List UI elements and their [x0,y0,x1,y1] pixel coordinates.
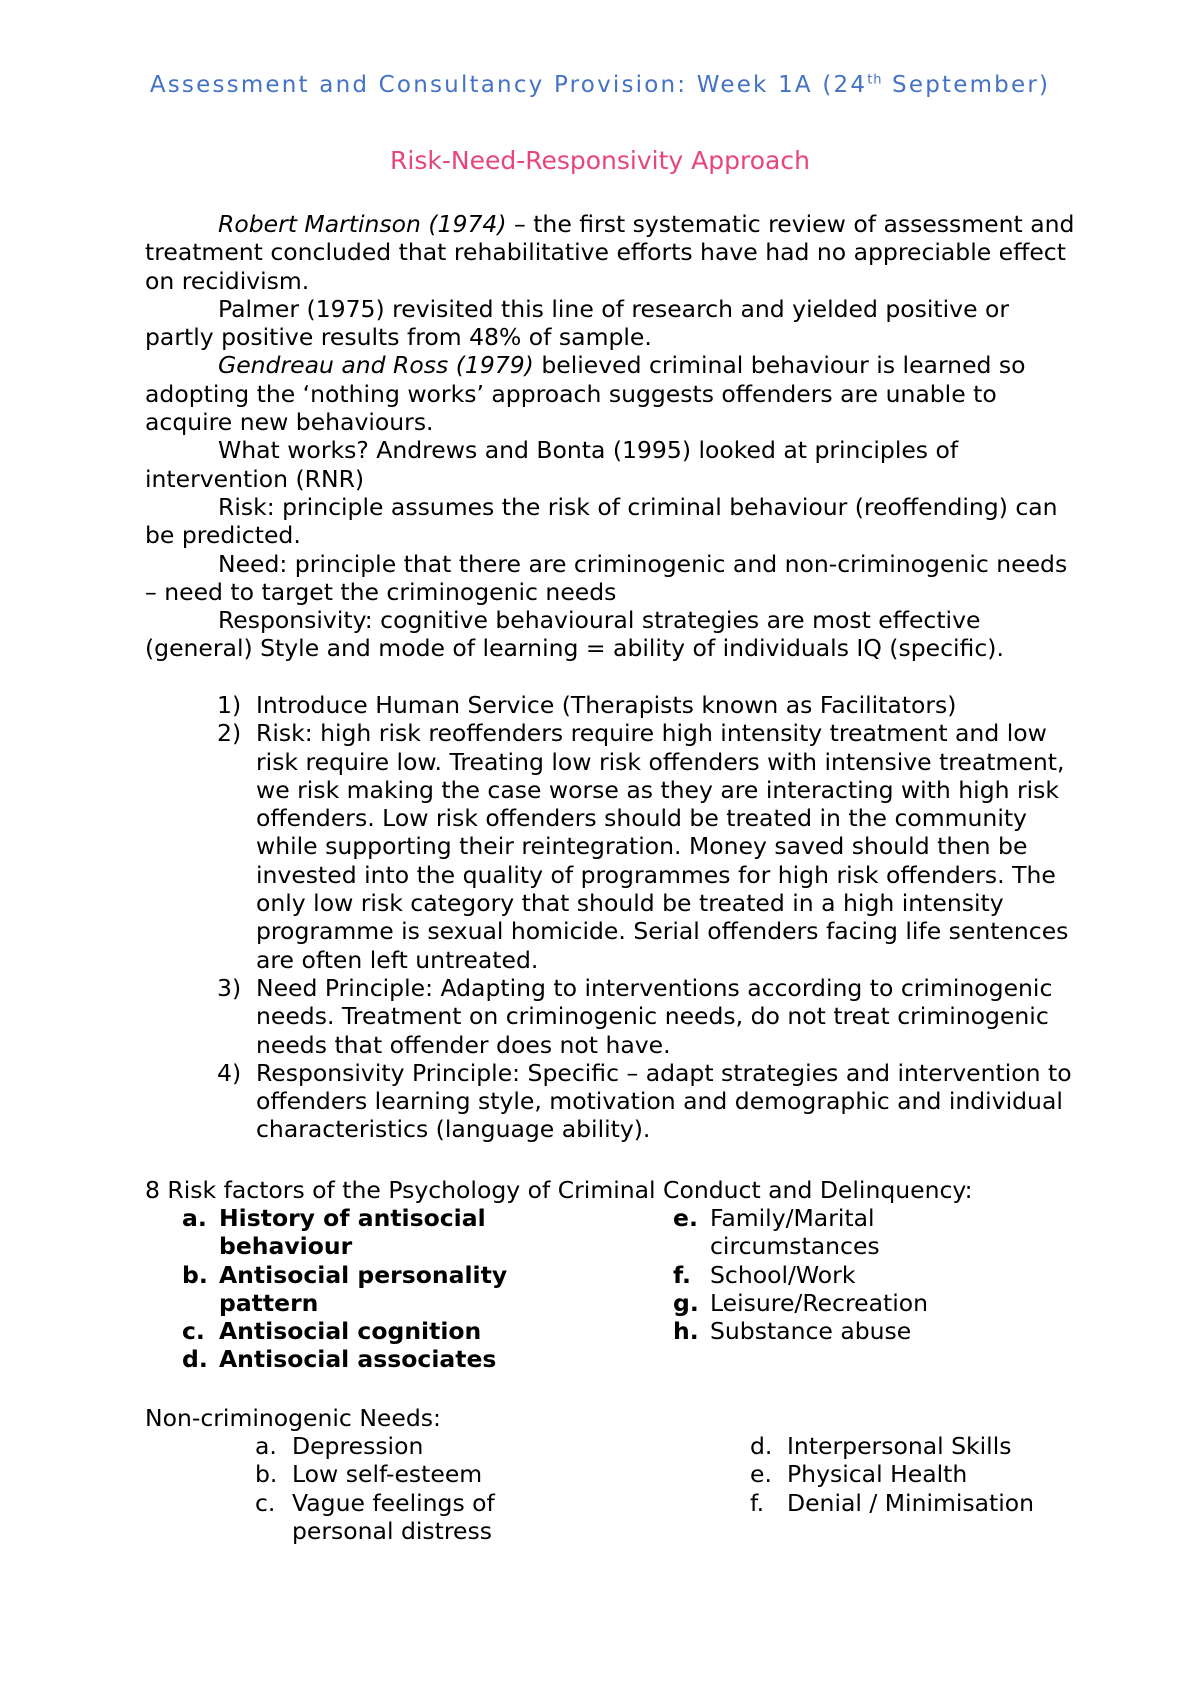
list-item [182,1317,542,1345]
list-item [673,1204,993,1261]
intro-paragraph: Palmer (1975) revisited this line of research and yielded positive or partly positive results from 48% of sample. [145,294,1010,352]
intro-paragraph: Robert Martinson (1974) – the first systematic review of assessment and treatment concluded that rehabilitative efforts have had no appreciable effect on recidivism. [145,210,1075,295]
list-item [182,1345,542,1373]
list-item-text: Risk: high risk reoffenders require high intensity treatment and low risk require low. Treating low risk offenders with intensive treatment, we risk making the case worse as they are interacting with high risk offenders. Low risk offenders should be treated in the community while supporting their reintegration. Money saved should then be invested into the quality of programmes for high risk offenders. The only low risk category that should be treated in a high intensity programme is sexual homicide. Serial offenders facing life sentences are often left untreated. [256,719,1069,974]
list-letter: b. [255,1460,278,1489]
list-item [145,719,1075,974]
list-letter: a. [255,1432,277,1460]
intro-section [145,210,1075,663]
non-criminogenic-heading: Non-criminogenic Needs: [145,1404,441,1432]
list-item-text: Responsivity Principle: Specific – adapt strategies and intervention to offenders learning style, motivation and demographic and individual characteristics (language ability). [256,1058,1072,1144]
list-letter: d. [750,1432,773,1460]
list-item-text: Physical Health [787,1460,968,1489]
list-letter: f. [750,1488,765,1517]
list-letter: f. [673,1260,691,1289]
list-letter: a. [182,1204,207,1232]
list-number: 2) [217,719,242,748]
document-title: Risk-Need-Responsivity Approach [390,146,810,175]
list-item-text: Depression [292,1432,424,1460]
list-item-text: Family/Marital circumstances [710,1204,880,1261]
risk-factors-left-column [182,1204,542,1374]
non-criminogenic-right-column [750,1432,1110,1517]
document-header [0,72,1200,98]
list-letter: e. [673,1204,698,1232]
intro-paragraph: What works? Andrews and Bonta (1995) looked at principles of intervention (RNR) [145,436,959,493]
list-item-text: Low self-esteem [292,1460,483,1489]
list-item-text: Vague feelings of personal distress [292,1488,495,1545]
list-item [673,1261,993,1289]
list-item [145,974,1075,1059]
list-item [673,1289,993,1317]
list-item-text: History of antisocial behaviour [219,1204,486,1261]
list-item [145,691,1075,719]
intro-paragraph: Need: principle that there are criminogenic and non-criminogenic needs – need to target the criminogenic needs [145,549,1068,606]
list-letter: h. [673,1317,699,1346]
list-letter: g. [673,1288,699,1317]
list-item [750,1432,1110,1460]
list-item-text: Introduce Human Service (Therapists known as Facilitators) [256,691,957,719]
list-letter: e. [750,1460,772,1489]
list-item [255,1489,555,1546]
list-item-text: School/Work [710,1260,856,1289]
list-letter: c. [182,1317,205,1346]
list-item-text: Leisure/Recreation [710,1288,928,1317]
list-item-text: Antisocial associates [219,1345,497,1374]
list-item [255,1432,555,1460]
header-text-end: September) [882,72,1051,98]
intro-paragraph: Gendreau and Ross (1979) believed criminal behaviour is learned so adopting the ‘nothing works’ approach suggests offenders are unable to acquire new behaviours. [145,351,1026,437]
list-item-text: Denial / Minimisation [787,1488,1035,1517]
list-letter: b. [182,1260,208,1289]
non-criminogenic-left-column [255,1432,555,1545]
list-item-text: Interpersonal Skills [787,1432,1012,1460]
intro-paragraph: Responsivity: cognitive behavioural strategies are most effective (general) Style and mode of learning = ability of individuals IQ (specific). [145,606,1004,663]
list-item [182,1261,542,1318]
citation-gendreau-ross: Gendreau and Ross (1979) [218,351,534,380]
list-item-text: Need Principle: Adapting to interventions according to criminogenic needs. Treatment on criminogenic needs, do not treat criminogenic needs that offender does not have. [256,973,1053,1059]
intro-paragraph: Risk: principle assumes the risk of criminal behaviour (reoffending) can be predicted. [145,492,1058,550]
list-item-text: Antisocial cognition [219,1317,482,1346]
header-text: Assessment and Consultancy Provision: Week 1A (24 [149,72,868,98]
list-item [750,1489,1110,1517]
list-item [673,1317,993,1345]
citation-martinson: Robert Martinson (1974) [218,210,507,238]
list-letter: c. [255,1488,276,1517]
list-letter: d. [182,1345,208,1374]
list-item [145,1059,1075,1144]
list-number: 3) [217,973,242,1002]
list-item [255,1460,555,1488]
list-number: 4) [217,1058,242,1087]
list-item-text: Substance abuse [710,1317,912,1346]
header-superscript: th [867,72,883,88]
list-item [750,1460,1110,1488]
list-item-text: Antisocial personality pattern [219,1260,508,1317]
risk-factors-heading: 8 Risk factors of the Psychology of Criminal Conduct and Delinquency: [145,1176,973,1204]
principles-list [145,691,1075,1144]
list-number: 1) [217,691,242,719]
risk-factors-right-column [673,1204,993,1345]
list-item [182,1204,542,1261]
